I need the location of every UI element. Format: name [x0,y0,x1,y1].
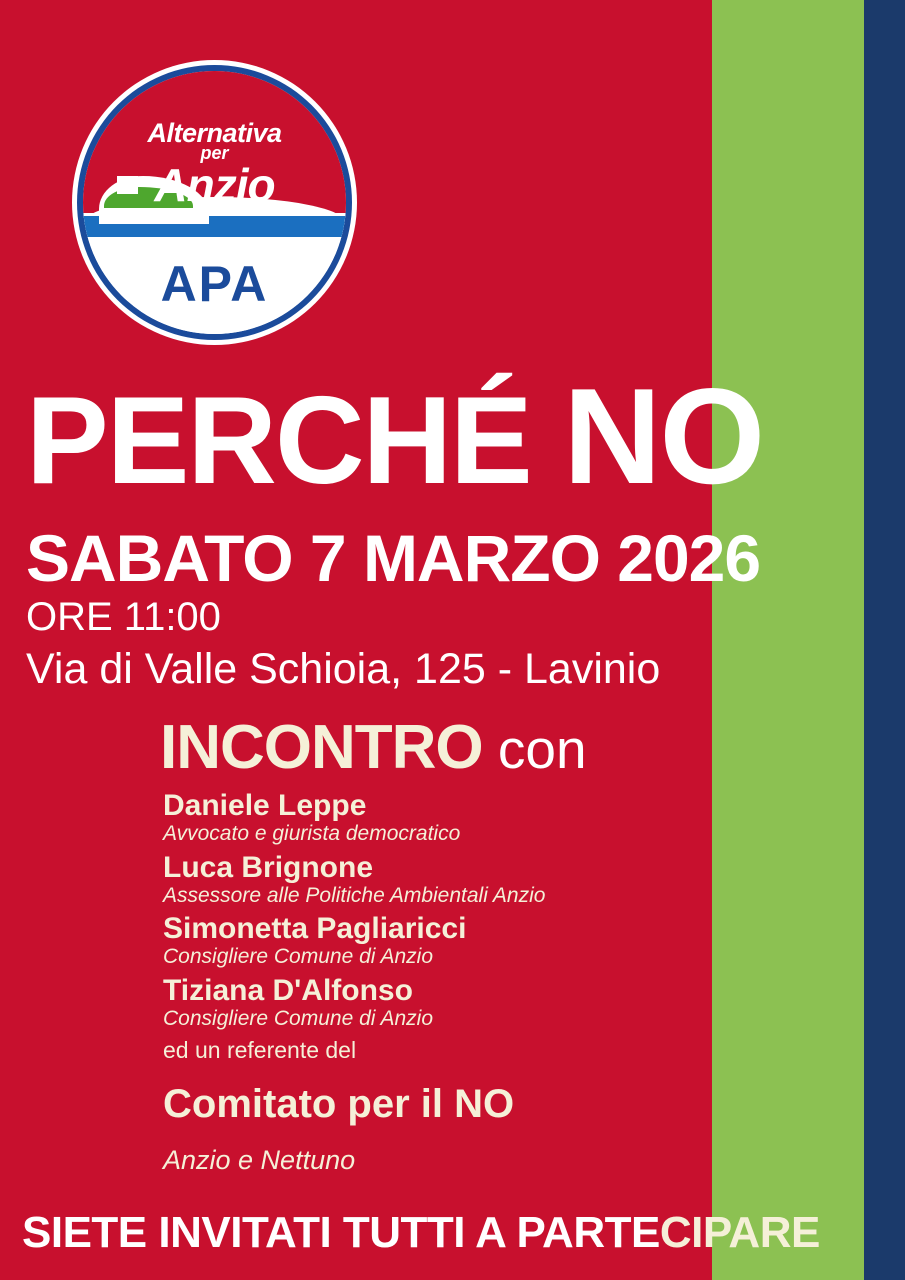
logo-text-anzio: Anzio [154,158,275,211]
places-line: Anzio e Nettuno [163,1145,356,1175]
footer-part-white: SIETE INVITATI TUTTI A PARTE [22,1208,660,1257]
apa-logo [72,60,357,345]
speaker-role: Assessore alle Politiche Ambientali Anzio [163,883,546,907]
speaker-list [163,790,545,1036]
referent-line: ed un referente del [163,1037,357,1063]
list-item [163,790,545,847]
logo-text-per: per [200,143,229,164]
event-time: ORE 11:00 [26,595,221,639]
logo-text-alternativa: Alternativa [147,118,282,149]
meeting-heading-suffix: con [482,718,587,780]
logo-acronym-apa: APA [160,256,269,313]
event-date: SABATO 7 MARZO 2026 [26,521,761,595]
speaker-role: Consigliere Comune di Anzio [163,945,434,969]
headline-main: PERCHÉ [26,372,564,510]
speaker-name: Simonetta Pagliaricci [163,912,467,946]
meeting-heading-main: INCONTRO [160,713,483,782]
footer-invitation [22,1208,820,1258]
speaker-name: Tiziana D'Alfonso [163,973,413,1007]
list-item [163,852,545,909]
list-item [163,975,545,1032]
footer-part-cream: CIPARE [659,1208,820,1257]
speaker-name: Daniele Leppe [163,789,367,822]
headline [26,360,764,512]
event-address: Via di Valle Schioia, 125 - Lavinio [26,645,661,693]
headline-emphasis: NO [563,360,764,512]
list-item [163,913,545,970]
committee-name: Comitato per il NO [163,1082,515,1126]
logo-inner-disc [83,71,346,334]
speaker-name: Luca Brignone [163,850,374,884]
background-band-blue [864,0,905,1280]
meeting-heading [160,712,587,783]
speaker-role: Consigliere Comune di Anzio [163,1006,434,1030]
background-band-green [712,0,864,1280]
speaker-role: Avvocato e giurista democratico [163,822,461,846]
